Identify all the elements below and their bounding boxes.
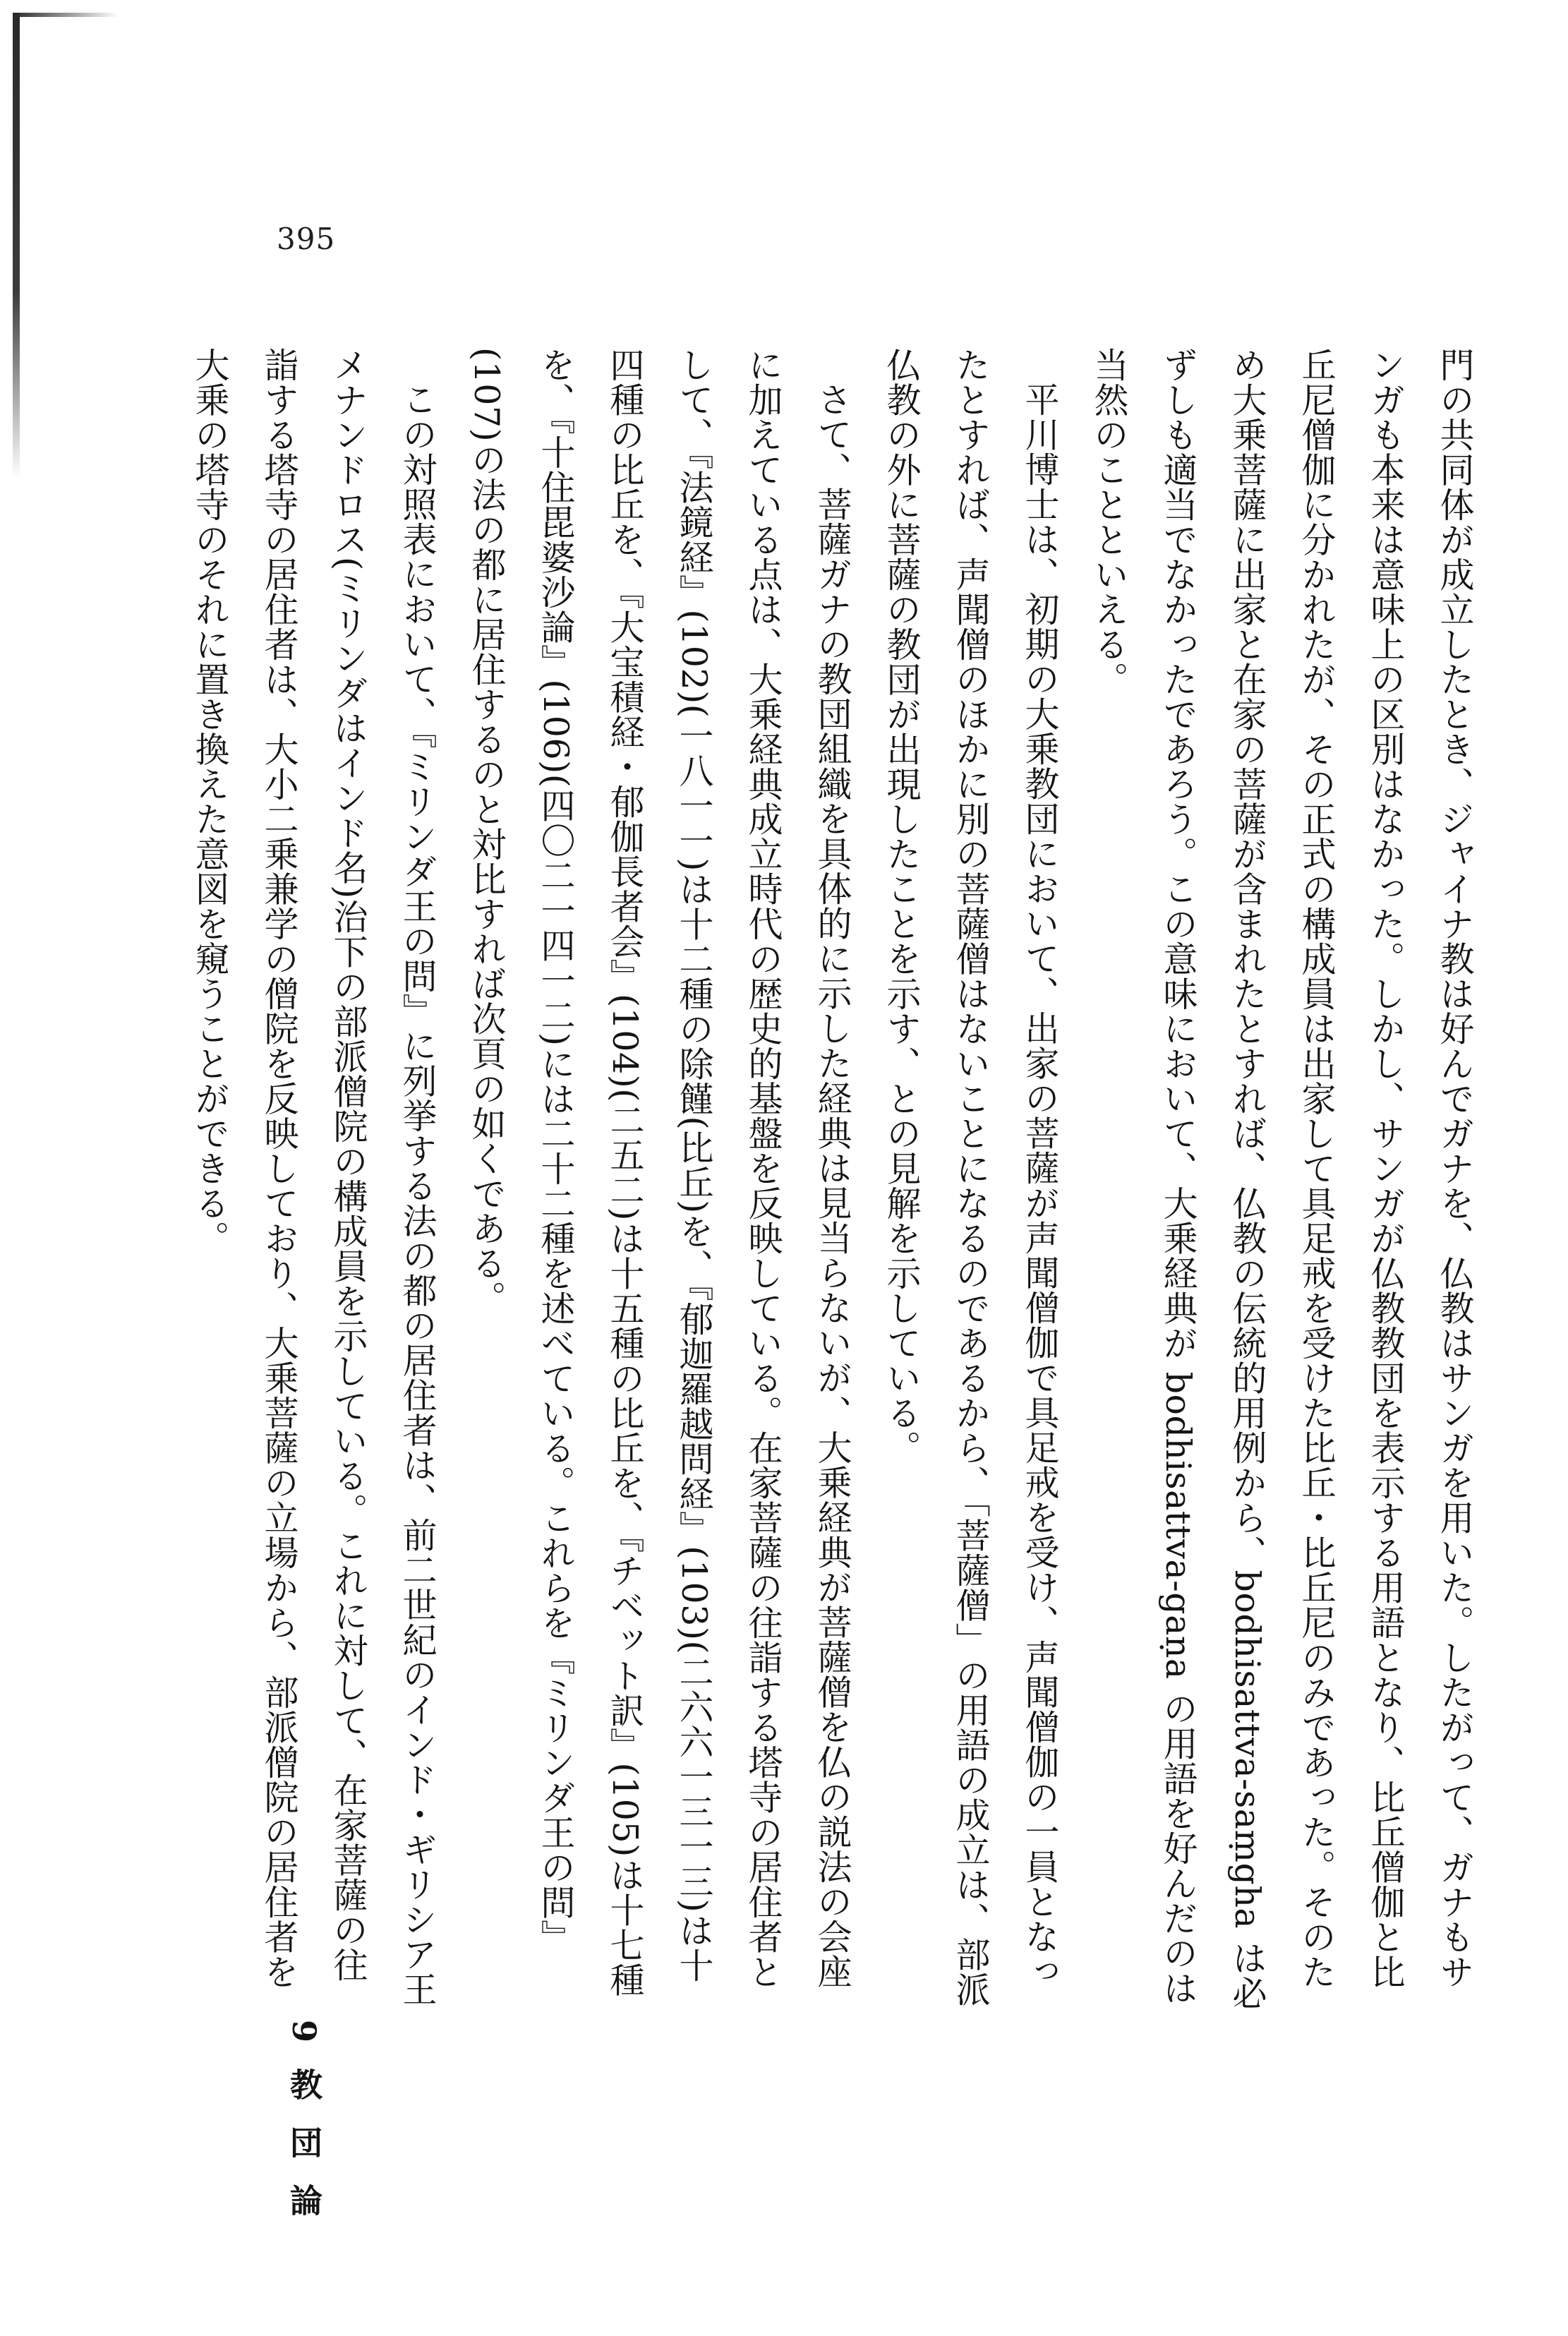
paragraph-1: 門の共同体が成立したとき、ジャイナ教は好んでガナを、仏教はサンガを用いた。したがって、ガナもサンガも本来は意味上の区別はなかった。しかし、サンガが仏教教団を表示する用語となり、比丘僧伽と比丘尼僧伽に分かれたが、その正式の構成員は出家して具足戒を受けた比丘・比丘尼のみであった。そのため大乗菩薩に出家と在家の菩薩が含まれたとすれば、仏教の伝統的用例から、bodhisattva-saṃgha は必ずしも適当でなかったであろう。この意味において、大乗経典が bodhisattva-gaṇa の用語を好んだのは当然のことといえる。 (1089, 347, 1475, 2011)
body-text (190, 347, 1489, 2013)
paragraph-4: この対照表において、『ミリンダ王の問』に列挙する法の都の居住者は、前二世紀のインド・ギリシア王メナンドロス(ミリンダはインド名)治下の部派僧院の構成員を示している。これに対して、在家菩薩の往詣する塔寺の居住者は、大小二乗兼学の僧院を反映しており、大乗菩薩の立場から、部派僧院の居住者を大乗の塔寺のそれに置き換えた意図を窺うことができる。 (190, 347, 438, 2006)
vertical-text-column (190, 347, 1489, 2013)
paragraph-3: さて、菩薩ガナの教団組織を具体的に示した経典は見当らないが、大乗経典が菩薩僧を仏の説法の会座に加えている点は、大乗経典成立時代の歴史的基盤を反映している。在家菩薩の往詣する塔寺の居住者として、『法鏡経』(102)(一八一一)は十二種の除饉(比丘)を、『郁迦羅越問経』(103)(二六六一三一三)は十四種の比丘を、『大宝積経・郁伽長者会』(104)(二五二)は十五種の比丘を、『チベット訳』(105)は十七種を、『十住毘婆沙論』(106)(四〇二一四一二)には二十二種を述べている。これらを『ミリンダ王の問』(107)の法の都に居住するのと対比すれば次頁の如くである。 (466, 347, 852, 1997)
paragraph-2: 平川博士は、初期の大乗教団において、出家の菩薩が声聞僧伽で具足戒を受け、声聞僧伽の一員となったとすれば、声聞僧のほかに別の菩薩僧はないことになるのであるから、「菩薩僧」の用語の成立は、部派仏教の外に菩薩の教団が出現したことを示す、との見解を示している。 (881, 347, 1060, 2007)
running-footer-title: 9 教 団 論 (285, 2020, 323, 2224)
scan-edge-top (13, 13, 119, 17)
scan-edge-left (13, 13, 20, 478)
page-number: 395 (277, 222, 336, 256)
